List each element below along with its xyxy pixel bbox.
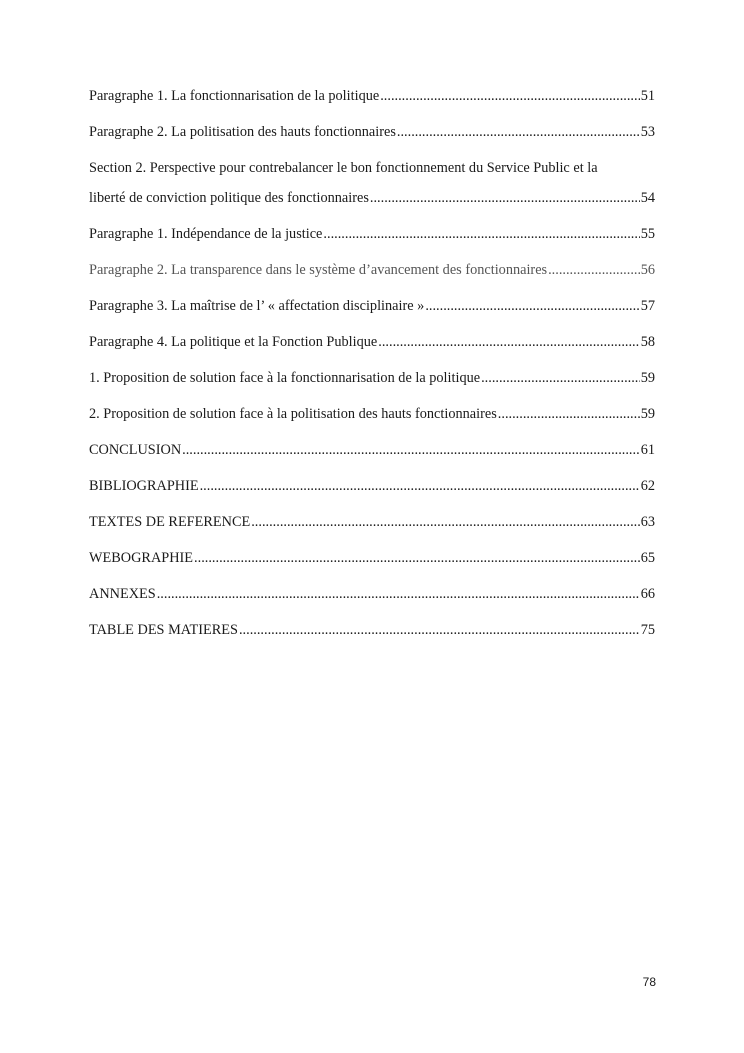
dot-leader — [425, 296, 639, 316]
dot-leader — [378, 332, 639, 352]
toc-entry-page: 66 — [640, 586, 655, 602]
toc-entry-title: WEBOGRAPHIE — [89, 550, 194, 566]
toc-entry-title: liberté de conviction politique des fonctionnaires — [89, 190, 369, 206]
toc-entry — [89, 548, 655, 568]
toc-entry — [89, 296, 655, 316]
toc-entry-title: Paragraphe 2. La politisation des hauts fonctionnaires — [89, 124, 396, 140]
toc-entry-title: Paragraphe 1. Indépendance de la justice — [89, 226, 323, 242]
toc-entry — [89, 404, 655, 424]
toc-entry-page: 65 — [640, 550, 655, 566]
toc-entry-page: 56 — [640, 262, 655, 278]
toc-entry — [89, 512, 655, 532]
toc-entry-page: 63 — [640, 514, 655, 530]
toc-entry-page: 75 — [640, 622, 655, 638]
dot-leader — [380, 86, 639, 106]
toc-entry-page: 55 — [640, 226, 655, 242]
dot-leader — [548, 260, 640, 280]
dot-leader — [200, 476, 640, 496]
toc-entry-page: 61 — [640, 442, 655, 458]
dot-leader — [182, 440, 640, 460]
toc-entry-page: 54 — [640, 190, 655, 206]
toc-entry-page: 51 — [640, 88, 655, 104]
toc-entry-title-line1: Section 2. Perspective pour contrebalancer le bon fonctionnement du Service Public et la — [89, 160, 598, 176]
toc-entry — [89, 86, 655, 106]
toc-entry — [89, 158, 655, 208]
toc-entry-title: ANNEXES — [89, 586, 156, 602]
toc-entry-page: 57 — [640, 298, 655, 314]
dot-leader — [251, 512, 639, 532]
toc-entry-page: 62 — [640, 478, 655, 494]
toc-entry-title: Paragraphe 2. La transparence dans le système d’avancement des fonctionnaires — [89, 262, 548, 278]
dot-leader — [397, 122, 640, 142]
toc-entry-title: Paragraphe 3. La maîtrise de l’ « affectation disciplinaire » — [89, 298, 425, 314]
toc-entry-page: 53 — [640, 124, 655, 140]
toc-entry-title: CONCLUSION — [89, 442, 182, 458]
toc-entry — [89, 584, 655, 604]
dot-leader — [157, 584, 640, 604]
toc-entry-title: TABLE DES MATIERES — [89, 622, 238, 638]
toc-entry-page: 59 — [640, 370, 655, 386]
toc-entry — [89, 332, 655, 352]
toc-entry-title: BIBLIOGRAPHIE — [89, 478, 199, 494]
dot-leader — [370, 188, 640, 208]
dot-leader — [498, 404, 640, 424]
dot-leader — [481, 368, 640, 388]
toc-entry-page: 58 — [640, 334, 655, 350]
dot-leader — [194, 548, 640, 568]
table-of-contents — [89, 86, 655, 656]
toc-entry-page: 59 — [640, 406, 655, 422]
toc-entry-title: Paragraphe 4. La politique et la Fonction Publique — [89, 334, 378, 350]
toc-entry — [89, 260, 655, 280]
page-number: 78 — [642, 975, 656, 989]
toc-entry-title: 1. Proposition de solution face à la fonctionnarisation de la politique — [89, 370, 481, 386]
toc-entry-title: TEXTES DE REFERENCE — [89, 514, 251, 530]
toc-entry — [89, 620, 655, 640]
toc-entry — [89, 440, 655, 460]
toc-entry-title: 2. Proposition de solution face à la politisation des hauts fonctionnaires — [89, 406, 497, 422]
dot-leader — [323, 224, 639, 244]
toc-entry — [89, 368, 655, 388]
toc-entry — [89, 476, 655, 496]
dot-leader — [239, 620, 640, 640]
toc-entry-title: Paragraphe 1. La fonctionnarisation de la politique — [89, 88, 380, 104]
toc-entry — [89, 224, 655, 244]
toc-entry — [89, 122, 655, 142]
